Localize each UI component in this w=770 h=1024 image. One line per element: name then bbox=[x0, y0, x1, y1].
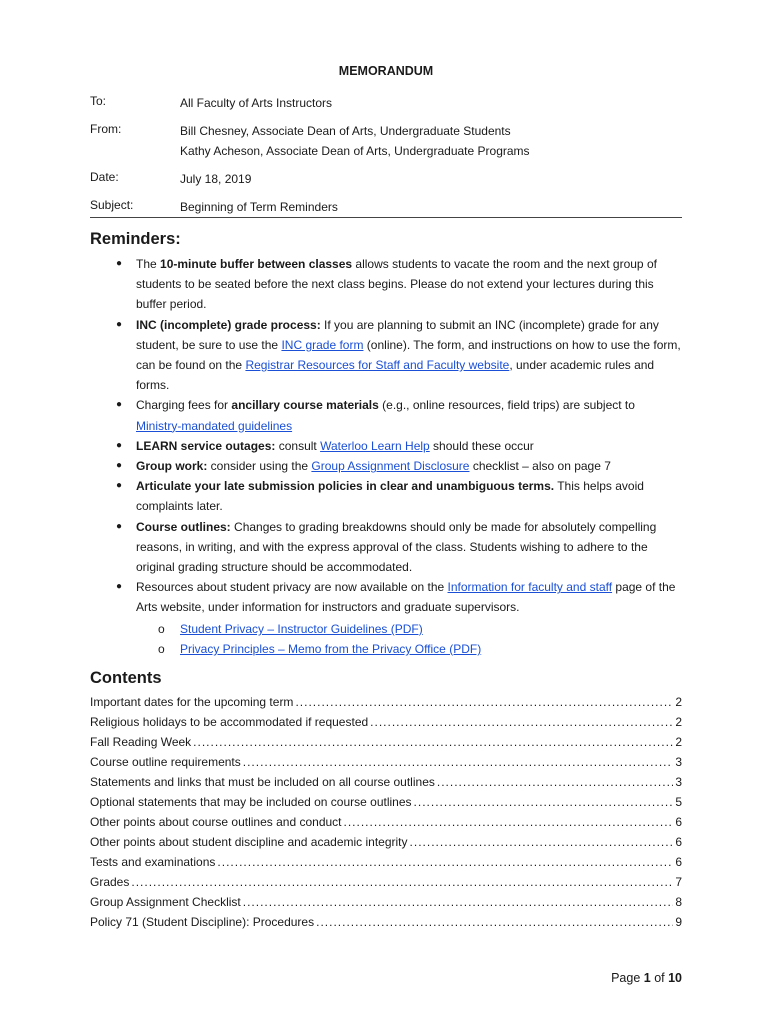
table-of-contents bbox=[90, 692, 682, 932]
sublist-item bbox=[90, 619, 682, 639]
text: page of the Arts website, under information for instructors and graduate supervisors. bbox=[136, 580, 676, 615]
toc-leader-dots bbox=[370, 712, 673, 732]
header-divider bbox=[90, 217, 682, 218]
toc-entry-page: 2 bbox=[675, 735, 682, 749]
registrar-resources-link[interactable]: Registrar Resources for Staff and Faculty website bbox=[245, 358, 510, 373]
toc-entry-title: Important dates for the upcoming term bbox=[90, 695, 294, 709]
list-item bbox=[90, 315, 682, 396]
bullet-icon: ● bbox=[116, 318, 123, 330]
toc-entry-page: 6 bbox=[675, 815, 682, 829]
text: This helps avoid complaints later. bbox=[136, 479, 644, 514]
page-word: Page bbox=[611, 971, 644, 985]
toc-entry[interactable] bbox=[90, 852, 682, 872]
toc-leader-dots bbox=[243, 752, 674, 772]
toc-entry-title: Religious holidays to be accommodated if requested bbox=[90, 715, 369, 729]
toc-entry-title: Optional statements that may be included on course outlines bbox=[90, 795, 412, 809]
toc-leader-dots bbox=[193, 732, 673, 752]
toc-entry-page: 3 bbox=[675, 775, 682, 789]
list-item bbox=[90, 456, 682, 476]
toc-entry-page: 6 bbox=[675, 855, 682, 869]
text: should these occur bbox=[429, 438, 534, 453]
bold-text: Group work: bbox=[136, 459, 208, 474]
toc-entry[interactable] bbox=[90, 692, 682, 712]
list-item bbox=[90, 476, 682, 516]
toc-entry-page: 5 bbox=[675, 795, 682, 809]
toc-entry[interactable] bbox=[90, 732, 682, 752]
toc-leader-dots bbox=[414, 792, 674, 812]
toc-entry-title: Other points about student discipline and academic integrity bbox=[90, 835, 408, 849]
toc-leader-dots bbox=[131, 872, 673, 892]
contents-heading: Contents bbox=[90, 669, 162, 687]
toc-entry[interactable] bbox=[90, 832, 682, 852]
bullet-icon: ● bbox=[116, 480, 123, 492]
toc-leader-dots bbox=[410, 832, 674, 852]
text: checklist – also on page 7 bbox=[469, 459, 611, 474]
page-total: 10 bbox=[668, 971, 682, 985]
of-word: of bbox=[650, 971, 669, 985]
waterloo-learn-help-link[interactable]: Waterloo Learn Help bbox=[320, 438, 430, 453]
toc-entry[interactable] bbox=[90, 772, 682, 792]
toc-entry-page: 2 bbox=[675, 695, 682, 709]
subject-label: Subject: bbox=[90, 198, 134, 212]
text: Changes to grading breakdowns should only be made for absolutely compelling reasons, in writing, and with the express approval of the class. Students wishing to adhere to the original grading structure should be accommodated. bbox=[136, 519, 657, 575]
toc-entry[interactable] bbox=[90, 912, 682, 932]
bullet-icon: ● bbox=[116, 399, 123, 411]
list-item bbox=[90, 517, 682, 578]
toc-entry[interactable] bbox=[90, 792, 682, 812]
text: consult bbox=[275, 438, 321, 453]
to-label: To: bbox=[90, 94, 107, 108]
from-value-1: Bill Chesney, Associate Dean of Arts, Undergraduate Students bbox=[180, 124, 511, 138]
toc-leader-dots bbox=[295, 692, 673, 712]
toc-entry-title: Policy 71 (Student Discipline): Procedures bbox=[90, 915, 315, 929]
ministry-guidelines-link[interactable]: Ministry-mandated guidelines bbox=[136, 418, 293, 433]
toc-leader-dots bbox=[243, 892, 674, 912]
student-privacy-guidelines-link[interactable]: Student Privacy – Instructor Guidelines (PDF) bbox=[180, 622, 423, 636]
text: allows students to vacate the room and the next group of students to be seated before the next class begins. Please do not extend your lectures during this buffer period. bbox=[136, 257, 657, 312]
text: (e.g., online resources, field trips) are subject to bbox=[378, 398, 635, 413]
bold-text: INC (incomplete) grade process: bbox=[136, 317, 321, 332]
bold-text: ancillary course materials bbox=[231, 398, 379, 413]
group-assignment-disclosure-link[interactable]: Group Assignment Disclosure bbox=[311, 459, 470, 474]
subject-value: Beginning of Term Reminders bbox=[180, 200, 338, 214]
info-faculty-staff-link[interactable]: Information for faculty and staff bbox=[447, 580, 613, 595]
page-number: 1 bbox=[643, 971, 651, 985]
toc-leader-dots bbox=[316, 912, 673, 932]
privacy-sublist bbox=[90, 619, 682, 659]
list-item bbox=[90, 395, 682, 435]
toc-entry-title: Tests and examinations bbox=[90, 855, 216, 869]
toc-entry-page: 2 bbox=[675, 715, 682, 729]
toc-entry-page: 8 bbox=[675, 895, 682, 909]
date-label: Date: bbox=[90, 170, 119, 184]
bullet-icon: ● bbox=[116, 520, 123, 532]
text: , under academic rules and forms. bbox=[136, 358, 655, 393]
bullet-icon: ● bbox=[116, 460, 123, 472]
toc-entry-title: Course outline requirements bbox=[90, 755, 241, 769]
toc-entry-title: Fall Reading Week bbox=[90, 735, 192, 749]
to-value: All Faculty of Arts Instructors bbox=[180, 96, 333, 110]
privacy-principles-memo-link[interactable]: Privacy Principles – Memo from the Privacy Office (PDF) bbox=[180, 642, 482, 656]
toc-leader-dots bbox=[344, 812, 674, 832]
circle-bullet-icon: o bbox=[158, 642, 165, 656]
text: Charging fees for bbox=[136, 398, 232, 413]
circle-bullet-icon: o bbox=[158, 622, 165, 636]
toc-entry-title: Other points about course outlines and conduct bbox=[90, 815, 342, 829]
bold-text: Articulate your late submission policies in clear and unambiguous terms. bbox=[136, 479, 555, 494]
toc-entry-title: Grades bbox=[90, 875, 130, 889]
from-label: From: bbox=[90, 122, 122, 136]
bullet-icon: ● bbox=[116, 581, 123, 593]
toc-entry[interactable] bbox=[90, 812, 682, 832]
bold-text: Course outlines: bbox=[136, 519, 231, 534]
toc-entry-page: 7 bbox=[675, 875, 682, 889]
list-item bbox=[90, 577, 682, 617]
bold-text: 10-minute buffer between classes bbox=[160, 257, 353, 271]
list-item bbox=[90, 436, 682, 456]
toc-entry-page: 3 bbox=[675, 755, 682, 769]
bold-text: LEARN service outages: bbox=[136, 438, 276, 453]
toc-entry[interactable] bbox=[90, 752, 682, 772]
toc-entry-title: Statements and links that must be included on all course outlines bbox=[90, 775, 435, 789]
inc-grade-form-link[interactable]: INC grade form bbox=[281, 337, 364, 352]
toc-leader-dots bbox=[217, 852, 673, 872]
memo-title: MEMORANDUM bbox=[338, 64, 434, 78]
toc-entry[interactable] bbox=[90, 872, 682, 892]
text: (online). The form, and instructions on how to use the form, can be found on the bbox=[136, 337, 681, 373]
date-value: July 18, 2019 bbox=[180, 172, 252, 186]
reminders-list bbox=[90, 254, 682, 618]
toc-leader-dots bbox=[437, 772, 673, 792]
reminders-heading: Reminders: bbox=[90, 230, 181, 248]
from-value-2: Kathy Acheson, Associate Dean of Arts, Undergraduate Programs bbox=[180, 144, 530, 158]
text: The bbox=[136, 257, 161, 271]
toc-entry[interactable] bbox=[90, 712, 682, 732]
page-footer bbox=[611, 971, 682, 985]
sublist-item bbox=[90, 639, 682, 659]
list-item bbox=[90, 254, 682, 315]
toc-entry-page: 6 bbox=[675, 835, 682, 849]
bullet-icon: ● bbox=[116, 258, 123, 269]
toc-entry-page: 9 bbox=[675, 915, 682, 929]
text: If you are planning to submit an INC (incomplete) grade for any student, be sure to use the bbox=[136, 317, 659, 352]
text: consider using the bbox=[207, 459, 312, 474]
toc-entry-title: Group Assignment Checklist bbox=[90, 895, 241, 909]
toc-entry[interactable] bbox=[90, 892, 682, 912]
bullet-icon: ● bbox=[116, 439, 123, 451]
text: Resources about student privacy are now available on the bbox=[136, 580, 448, 595]
